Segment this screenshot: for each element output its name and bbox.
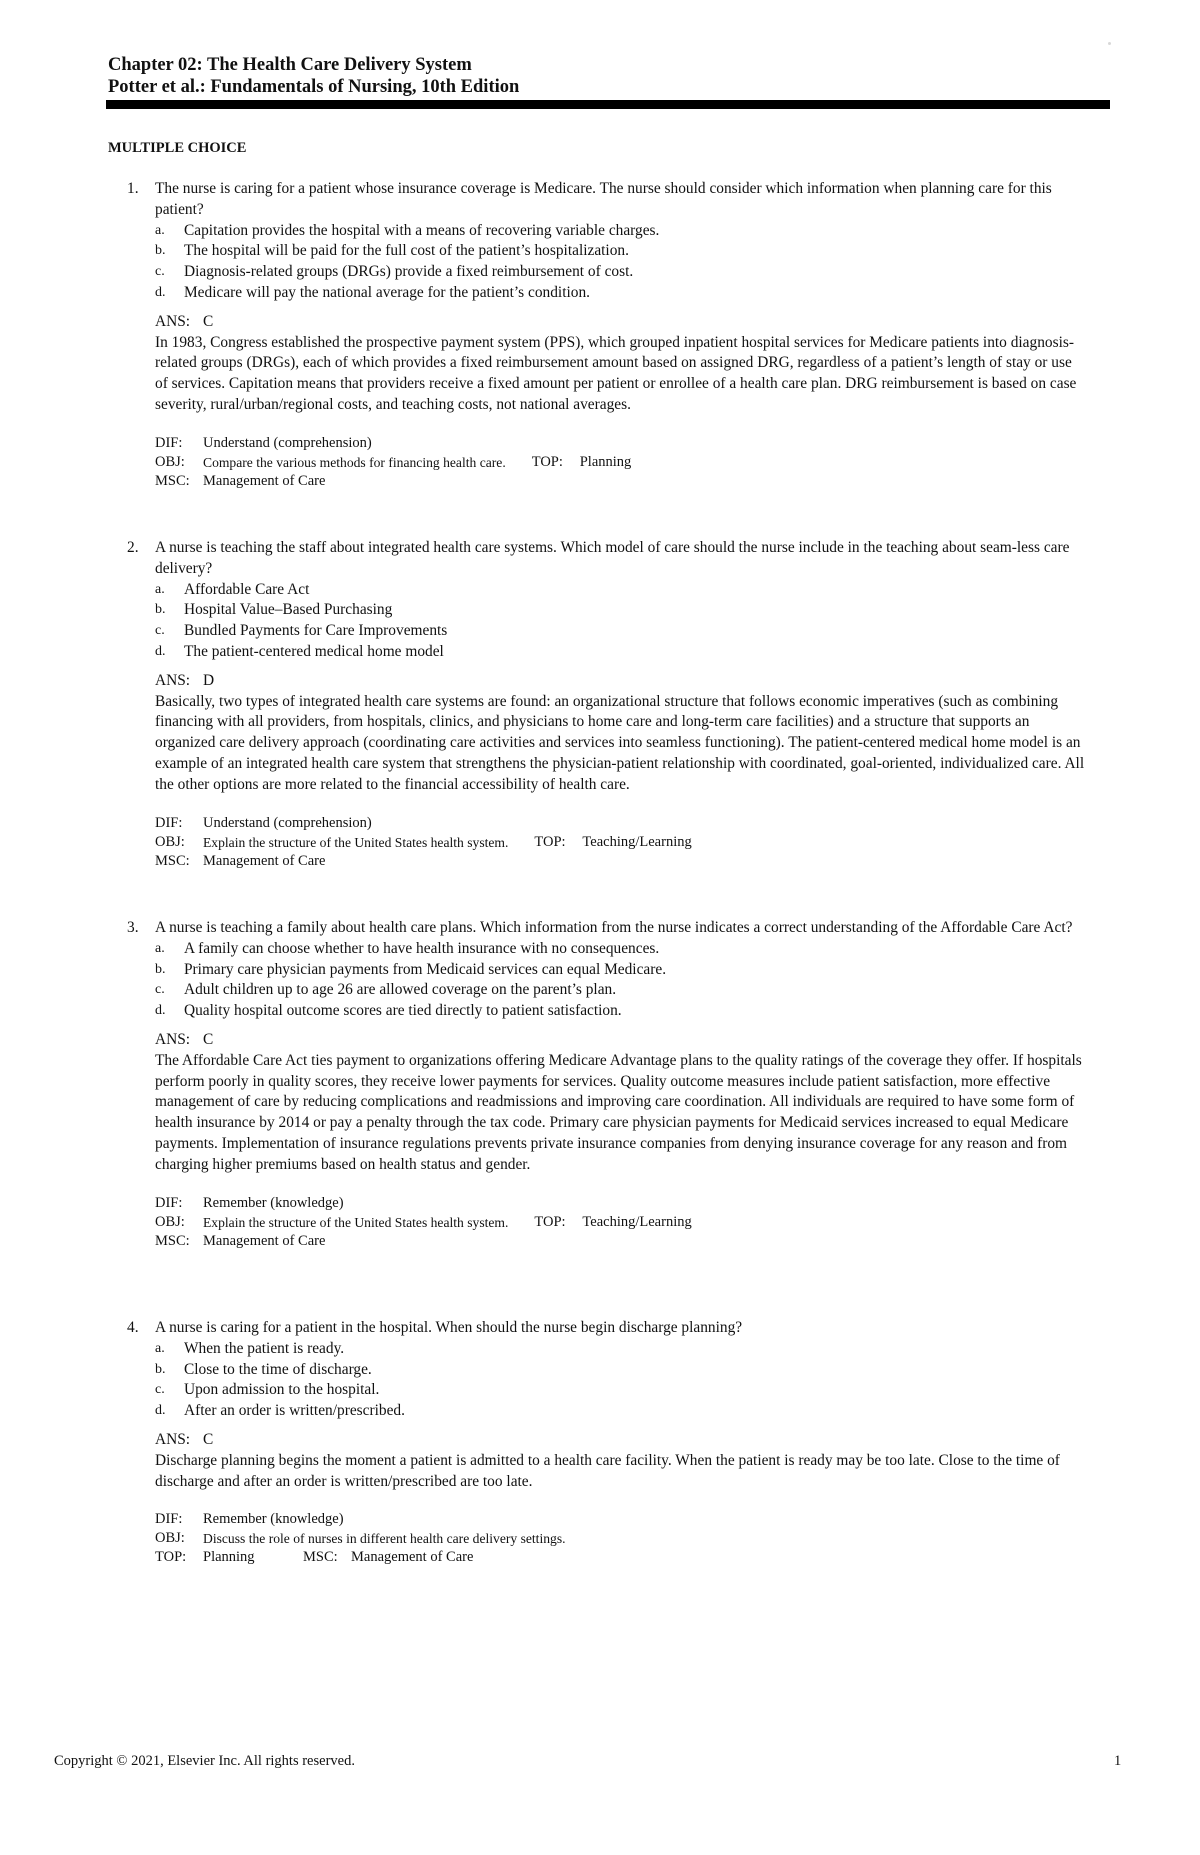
page-header [108,54,1110,98]
option-b: b. Close to the time of discharge. [155,1360,372,1378]
question-stem: The nurse is caring for a patient whose insurance coverage is Medicare. The nurse should consider which information when planning care for this patient? [155,180,1052,218]
topic-and-msc [155,1548,1086,1567]
metadata [155,814,1086,871]
question-3 [126,918,1086,1251]
difficulty: DIF: Understand (comprehension) [155,434,372,451]
metadata [155,434,1086,491]
question-stem: A nurse is teaching a family about health care plans. Which information from the nurse indicates a correct understanding of the Affordable Care Act? [155,919,1073,936]
option-d: d. Medicare will pay the national average for the patient’s condition. [155,283,590,301]
question-2 [126,538,1086,871]
answer-line: ANS: C [155,312,1086,333]
topic-label: TOP: [534,833,566,850]
option-b: b. The hospital will be paid for the full cost of the patient’s hospitalization. [155,242,629,260]
question-number: 4. [127,1319,139,1336]
option-c: c. Bundled Payments for Care Improvements [155,622,448,640]
question-1 [126,179,1086,491]
scan-mark [1108,42,1111,45]
option-list [155,1339,1086,1422]
option-list [155,580,1086,663]
option-a: a. Capitation provides the hospital with a means of recovering variable charges. [155,221,660,239]
question-number: 2. [127,539,139,556]
answer-value: C [203,1430,214,1448]
rationale: The Affordable Care Act ties payment to organizations offering Medicare Advantage plans to the quality ratings of the coverage they offer. If hospitals perform poorly in quality scores, they receive lower payments for services. Quality outcome measures include patient satisfaction, more effective management of care by reducing complications and readmissions and improving care coordination. All individuals are required to have some form of health insurance by 2014 or pay a penalty through the tax code. Primary care physician payments for Medicaid services increased to equal Medicare payments. Implementation of insurance regulations prevents private insurance companies from denying insurance coverage for any reason and from charging higher premiums based on health status and gender. [155,1051,1082,1173]
objective: OBJ: Discuss the role of nurses in different health care delivery settings. [155,1530,566,1547]
metadata [155,1510,1086,1567]
topic-label: TOP: [155,1549,187,1566]
option-c: c. Diagnosis-related groups (DRGs) provide a fixed reimbursement of cost. [155,263,634,281]
question-number: 1. [127,180,139,197]
option-a: a. Affordable Care Act [155,580,310,598]
option-a: a. A family can choose whether to have health insurance with no consequences. [155,939,660,957]
rationale: Discharge planning begins the moment a patient is admitted to a health care facility. When the patient is ready may be too late. Close to the time of discharge and after an order is written/prescribed are too late. [155,1451,1060,1490]
rationale: In 1983, Congress established the prospective payment system (PPS), which grouped inpatient hospital services for Medicare patients into diagnosis-related groups (DRGs), each of which provides a fixed reimbursement amount based on assigned DRG, regardless of a patient’s length of stay or use of services. Capitation means that providers receive a fixed amount per patient or enrollee of a health care plan. DRG reimbursement is based on case severity, rural/urban/regional costs, and teaching costs, not national averages. [155,333,1077,413]
question-stem: A nurse is teaching the staff about integrated health care systems. Which model of care should the nurse include in the teaching about seam-less care delivery? [155,539,1070,577]
topic-label: TOP: [534,1213,566,1230]
answer-value: D [203,671,215,689]
question-stem: A nurse is caring for a patient in the hospital. When should the nurse begin discharge planning? [155,1319,743,1336]
option-b: b. Primary care physician payments from Medicaid services can equal Medicare. [155,960,667,978]
option-c: c. Adult children up to age 26 are allowed coverage on the parent’s plan. [155,981,617,999]
book-title: Potter et al.: Fundamentals of Nursing, 10th Edition [108,77,520,97]
difficulty: DIF: Understand (comprehension) [155,814,372,831]
option-d: d. The patient-centered medical home model [155,642,444,660]
objective: OBJ: Explain the structure of the United States health system. TOP: Teaching/Learning [155,1213,692,1230]
topic-value: Teaching/Learning [582,1213,692,1230]
msc: MSC: Management of Care [155,852,326,869]
topic-value: Teaching/Learning [582,833,692,850]
topic-value: Planning [203,1549,255,1566]
msc-value: Management of Care [351,1549,474,1566]
objective: OBJ: Explain the structure of the United States health system. TOP: Teaching/Learning [155,833,692,850]
section-heading: MULTIPLE CHOICE [108,140,247,156]
header-rule [106,100,1110,109]
answer-line: ANS: C [155,1030,1086,1051]
question-number: 3. [127,919,139,936]
option-list [155,939,1086,1022]
msc-label: MSC: [303,1549,338,1566]
option-b: b. Hospital Value–Based Purchasing [155,601,393,619]
topic-label: TOP: [531,453,563,470]
option-d: d. Quality hospital outcome scores are tied directly to patient satisfaction. [155,1002,622,1020]
answer-line: ANS: C [155,1430,1086,1451]
question-4 [126,1318,1086,1567]
page-number: 1 [1114,1753,1122,1769]
answer-value: C [203,312,214,330]
option-a: a. When the patient is ready. [155,1339,345,1357]
topic-value: Planning [579,453,632,470]
answer-line: ANS: D [155,671,1086,692]
answer-block [155,312,1086,416]
answer-block [155,671,1086,796]
metadata [155,1194,1086,1251]
option-d: d. After an order is written/prescribed. [155,1402,405,1420]
msc: MSC: Management of Care [155,1232,326,1249]
copyright: Copyright © 2021, Elsevier Inc. All rights reserved. [54,1753,355,1769]
rationale: Basically, two types of integrated health care systems are found: an organizational structure that follows economic imperatives (such as combining financing with all providers, from hospitals, clinics, and physicians to home care and long-term care facilities) and a structure that supports an organized care delivery approach (coordinating care activities and services into seamless functioning). The patient-centered medical home model is an example of an integrated health care system that strengthens the physician-patient relationship with coordinated, goal-oriented, individualized care. All the other options are more related to the financial accessibility of health care. [155,692,1085,793]
answer-block [155,1030,1086,1176]
difficulty: DIF: Remember (knowledge) [155,1194,344,1211]
difficulty: DIF: Remember (knowledge) [155,1511,344,1528]
objective: OBJ: Compare the various methods for financing health care. TOP: Planning [155,453,632,470]
answer-value: C [203,1030,214,1048]
msc: MSC: Management of Care [155,472,326,489]
option-c: c. Upon admission to the hospital. [155,1381,380,1399]
chapter-title: Chapter 02: The Health Care Delivery System [108,55,472,75]
answer-block [155,1430,1086,1492]
option-list [155,221,1086,304]
